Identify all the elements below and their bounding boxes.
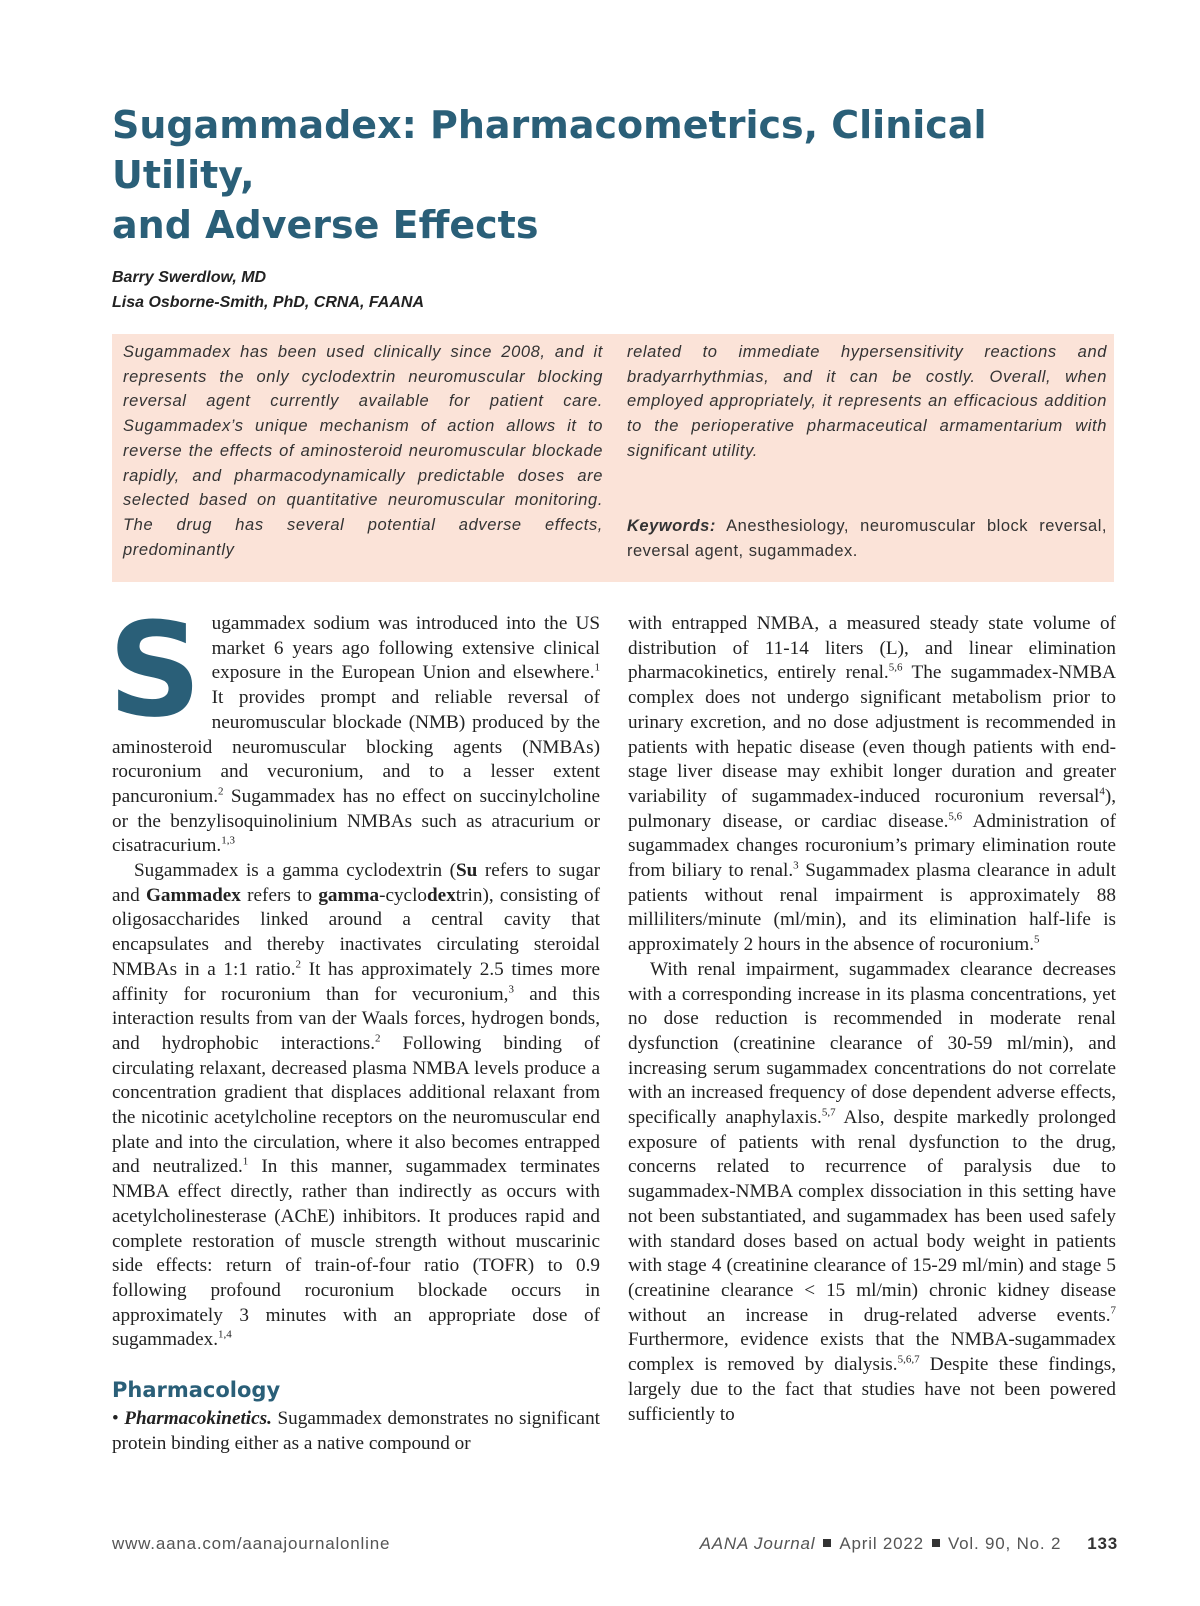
keywords-label: Keywords: <box>627 517 716 535</box>
author-1: Barry Swerdlow, MD <box>112 269 267 286</box>
text-run: Following binding of circulating relaxant, decreased plasma NMBA levels produce a concentration gradient that displaces additional relaxant from the nicotinic acetylcholine receptors on the neuromuscular end plate and into the circulation, where it also becomes entrapped and neutralized. <box>112 1032 600 1178</box>
issue-date: April 2022 <box>839 1534 924 1553</box>
keywords-text: Anesthesiology, neuromuscular block reversal, reversal agent, sugammadex. <box>627 517 1107 560</box>
body-left-column <box>108 594 601 1457</box>
paragraph-renal-impairment <box>628 958 1116 1427</box>
bullet: • <box>112 1408 125 1430</box>
bold-text: Gammadex <box>146 884 241 906</box>
text-run: Sugammadex is a gamma cyclodextrin ( <box>134 860 457 882</box>
citation: 5,6 <box>888 662 903 675</box>
citation: 5,7 <box>821 1106 836 1119</box>
square-bullet-icon <box>823 1539 831 1547</box>
text-run: Sugammadex plasma clearance in adult patients without renal impairment is approximately 88 milliliters/minute (ml/min), and its elimination half-life is approximately 2 hours in the absence of rocuronium. <box>628 860 1117 956</box>
text-run: In this manner, sugammadex terminates NMBA effect directly, rather than indirectly as occurs with acetylcholinesterase (AChE) inhibitors. It produces rapid and complete restoration of muscle strength without muscarinic side effects: return of train-of-four ratio (TOFR) to 0.9 following profound rocuronium blockade occurs in approximately 3 minutes with an appropriate dose of sugammadex. <box>112 1156 600 1351</box>
bold-text: Su <box>456 860 478 882</box>
footer-citation <box>700 1534 1118 1554</box>
text-run: Sugammadex demonstrates no significant protein binding either as a native compound or <box>112 1408 601 1454</box>
citation: 1,3 <box>221 834 235 847</box>
text-run: with entrapped NMBA, a measured steady state volume of distribution of 11-14 liters (L), and linear elimination pharmacokinetics, entirely renal. <box>628 613 1116 684</box>
bold-text: gamma <box>318 884 380 906</box>
text-run: Furthermore, evidence exists that the NMBA-sugammadex complex is removed by dialysis. <box>628 1329 1116 1376</box>
paragraph-pharmacokinetics <box>112 1407 600 1456</box>
text-run: and this interaction results from van der Waals forces, hydrogen bonds, and hydrophobic interactions. <box>112 983 600 1054</box>
text-run: It provides prompt and reliable reversal of neuromuscular blockade (NMB) produced by the aminosteroid neuromuscular blocking agents (NMBAs) rocuronium and vecuronium, and to a lesser extent pancuronium. <box>112 687 600 807</box>
author-2: Lisa Osborne-Smith, PhD, CRNA, FAANA <box>112 294 425 311</box>
paragraph-intro <box>108 594 600 859</box>
journal-name: AANA Journal <box>699 1534 816 1553</box>
drop-cap: S <box>108 594 202 746</box>
citation: 5,6,7 <box>897 1353 920 1366</box>
bold-text: dex <box>427 884 456 906</box>
text-run: Despite these findings, largely due to the fact that studies have not been powered sufficiently to <box>628 1354 1116 1425</box>
text-run: refers to sugar and <box>112 860 601 906</box>
volume-issue: Vol. 90, No. 2 <box>947 1534 1062 1553</box>
citation: 2 <box>375 1032 381 1045</box>
citation: 3 <box>508 983 514 996</box>
section-heading-pharmacology: Pharmacology <box>112 1378 281 1403</box>
abstract-left-column: Sugammadex has been used clinically since 2008, and it represents the only cyclodextrin neuromuscular blocking reversal agent currently available for patient care. Sugammadex’s unique mechanism of action allows it to reverse the effects of aminosteroid neuromuscular blockade rapidly, and pharmacodynamically predictable doses are selected based on quantitative neuromuscular monitoring. The drug has several potential adverse effects, predominantly <box>123 343 603 559</box>
paragraph-elimination <box>628 612 1116 958</box>
text-run: Sugammadex has no effect on succinylcholine or the benzylisoquinolinium NMBAs such as atracurium or cisatracurium. <box>112 785 600 857</box>
text-run: It has approximately 2.5 times more affinity for rocuronium than for vecuronium, <box>112 958 600 1005</box>
citation: 1 <box>594 662 600 675</box>
run-in-heading: Pharmacokinetics. <box>124 1408 272 1430</box>
text-run: ugammadex sodium was introduced into the US market 6 years ago following extensive clinical exposure in the European Union and elsewhere. <box>211 613 600 684</box>
author-list <box>112 265 424 315</box>
title-line-2: and Adverse Effects <box>112 203 539 247</box>
citation: 5 <box>1034 933 1040 946</box>
citation: 2 <box>295 958 302 971</box>
citation: 1,4 <box>218 1329 232 1341</box>
title-line-1: Sugammadex: Pharmacometrics, Clinical Utility, <box>112 103 987 197</box>
text-run: The sugammadex-NMBA complex does not undergo significant metabolism prior to urinary excretion, and no dose adjustment is recommended in patients with hepatic disease (even though patients with end-stage liver disease may exhibit longer duration and greater variability of sugammadex-induced rocuronium reversal <box>628 662 1116 807</box>
text-run: Administration of sugammadex changes rocuronium’s primary elimination route from biliary to renal. <box>628 810 1117 882</box>
paragraph-mechanism <box>112 859 600 1353</box>
text-run: trin), consisting of oligosaccharides linked around a central cavity that encapsulates and thereby inactivates circulating steroidal NMBAs in a 1:1 ratio. <box>112 884 600 980</box>
citation: 2 <box>218 785 224 798</box>
citation: 5,6 <box>948 810 963 823</box>
abstract-right-column: related to immediate hypersensitivity reactions and bradyarrhythmias, and it can be costly. Overall, when employed appropriately, it represents an efficacious addition to the perioperative pharmaceutical armamentarium with significant utility. <box>627 343 1107 460</box>
square-bullet-icon <box>932 1539 940 1547</box>
abstract-box <box>112 334 1114 582</box>
text-run: refers to <box>240 884 319 906</box>
keywords <box>627 514 1107 563</box>
text-run: -cyclo <box>379 884 428 906</box>
body-right-column <box>628 612 1116 1427</box>
article-title <box>112 100 1112 250</box>
citation: 1 <box>242 1156 249 1169</box>
text-run: ), pulmonary disease, or cardiac disease. <box>628 785 1116 832</box>
text-run: Also, despite markedly prolonged exposure of patients with renal dysfunction to the drug, concerns related to recurrence of paralysis due to sugammadex-NMBA complex dissociation in this setting have not been substantiated, and sugammadex has been used safely with standard doses based on actual body weight in patients with stage 4 (creatinine clearance of 15-29 ml/min) and stage 5 (creatinine clearance < 15 ml/min) chronic kidney disease without an increase in drug-related adverse events. <box>628 1107 1116 1326</box>
citation: 3 <box>793 859 799 872</box>
citation: 4 <box>1099 785 1105 798</box>
citation: 7 <box>1110 1304 1116 1317</box>
footer-url: www.aana.com/aanajournalonline <box>112 1534 391 1553</box>
page-number: 133 <box>1087 1534 1118 1553</box>
text-run: With renal impairment, sugammadex clearance decreases with a corresponding increase in its plasma concentrations, yet no dose reduction is recommended in moderate renal dysfunction (creatinine clearance of 30-59 ml/min), and increasing serum sugammadex concentrations do not correlate with an increased frequency of dose dependent adverse effects, specifically anaphylaxis. <box>628 958 1116 1129</box>
